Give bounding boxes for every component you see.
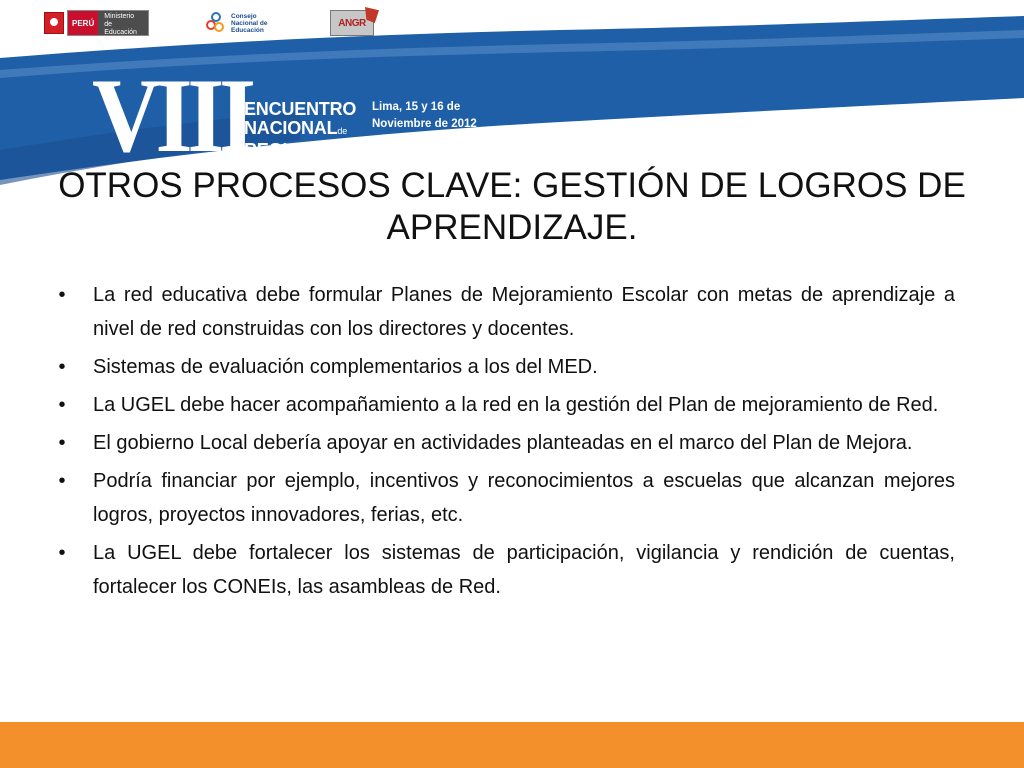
event-numeral: VIII: [92, 57, 251, 174]
bullet-item: [55, 464, 955, 532]
header-banner: [0, 0, 1024, 190]
event-name-line3: REGIONES: [244, 140, 338, 160]
bullet-item: [55, 536, 955, 604]
bullet-item: [55, 426, 955, 460]
logo-row: [0, 8, 420, 44]
footer-bar: [0, 722, 1024, 768]
peru-shield-icon: [44, 12, 64, 34]
bullet-text: La UGEL debe hacer acompañamiento a la red en la gestión del Plan de mejoramiento de Red.: [93, 394, 939, 416]
ministry-logo: [44, 8, 149, 38]
bullet-icon: •: [58, 394, 66, 416]
bullet-item: [55, 278, 955, 346]
bullet-text: La UGEL debe fortalecer los sistemas de participación, vigilancia y rendición de cuentas, fortalecer los CONEIs, las asambleas de Red.: [93, 542, 955, 598]
event-name-line2: NACIONAL: [244, 118, 338, 138]
bullet-icon: •: [58, 284, 66, 306]
bullet-icon: •: [58, 542, 66, 564]
event-name-line1: ENCUENTRO: [244, 99, 357, 119]
angr-flag-icon: [365, 7, 379, 23]
event-name: [244, 100, 356, 160]
bullet-item: [55, 388, 955, 422]
angr-label: ANGR: [338, 17, 366, 29]
event-date-line1: Lima, 15 y 16 de: [372, 101, 461, 113]
cne-label: Consejo Nacional de Educación: [231, 12, 268, 34]
bullet-icon: •: [58, 356, 66, 378]
event-date: [372, 99, 477, 133]
bullet-list: [55, 278, 955, 608]
bullet-icon: •: [58, 432, 66, 454]
ministry-label: Ministerio de Educación: [98, 11, 148, 35]
bullet-text: Sistemas de evaluación complementarios a los del MED.: [93, 356, 598, 378]
bullet-item: [55, 350, 955, 384]
bullet-icon: •: [58, 470, 66, 492]
angr-logo: [330, 8, 374, 38]
event-date-line2: Noviembre de 2012: [372, 118, 477, 130]
cne-logo: [206, 8, 279, 38]
bullet-text: La red educativa debe formular Planes de Mejoramiento Escolar con metas de aprendizaje a nivel de red construidas con los directores y docentes.: [93, 284, 955, 340]
peru-label: PERÚ: [68, 11, 98, 35]
event-name-de: de: [337, 126, 348, 136]
slide-title: OTROS PROCESOS CLAVE: GESTIÓN DE LOGROS DE APRENDIZAJE.: [58, 166, 966, 247]
cne-circles-icon: [206, 10, 228, 36]
bullet-text: El gobierno Local debería apoyar en actividades planteadas en el marco del Plan de Mejora.: [93, 432, 913, 454]
bullet-text: Podría financiar por ejemplo, incentivos y reconocimientos a escuelas que alcanzan mejores logros, proyectos innovadores, ferias, etc.: [93, 470, 955, 526]
